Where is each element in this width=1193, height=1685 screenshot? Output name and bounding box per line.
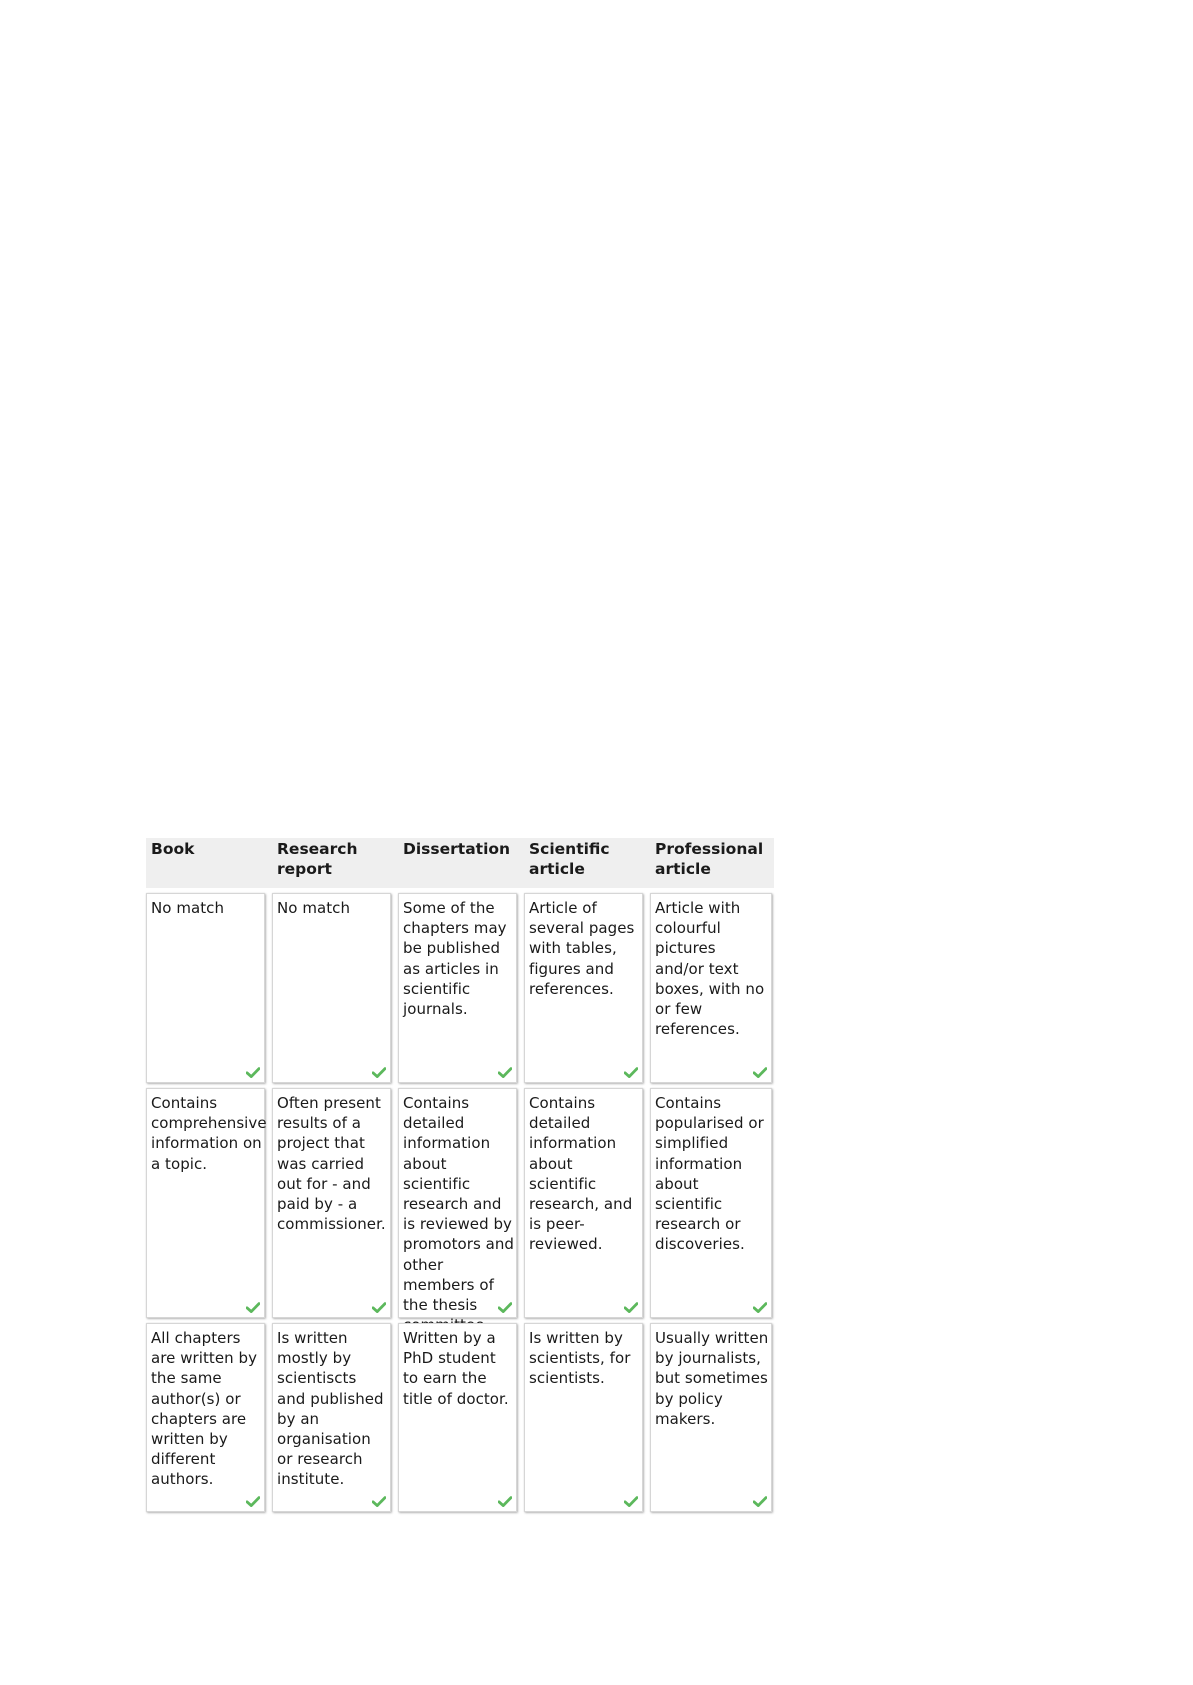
check-icon bbox=[498, 1302, 512, 1313]
table-row bbox=[146, 1323, 774, 1512]
check-icon bbox=[372, 1302, 386, 1313]
check-icon bbox=[624, 1496, 638, 1507]
answer-card[interactable] bbox=[398, 893, 517, 1083]
answer-card[interactable] bbox=[524, 1088, 643, 1318]
column-header-research-report: Research report bbox=[277, 840, 358, 878]
card-text: No match bbox=[151, 899, 225, 917]
card-text: Often present results of a project that was carried out for - and paid by - a commissioner. bbox=[277, 1094, 386, 1234]
answer-card[interactable] bbox=[146, 1323, 265, 1512]
card-text: Written by a PhD student to earn the title of doctor. bbox=[403, 1329, 509, 1408]
card-text: Article with colourful pictures and/or text boxes, with no or few references. bbox=[655, 899, 765, 1039]
card-text: Usually written by journalists, but sometimes by policy makers. bbox=[655, 1329, 769, 1428]
check-icon bbox=[246, 1496, 260, 1507]
table-row bbox=[146, 1088, 774, 1318]
check-icon bbox=[246, 1067, 260, 1078]
card-text: Is written mostly by scientiscts and published by an organisation or research institute. bbox=[277, 1329, 384, 1489]
answer-card[interactable] bbox=[650, 893, 772, 1083]
answer-card[interactable] bbox=[146, 1088, 265, 1318]
column-header-dissertation: Dissertation bbox=[403, 840, 511, 858]
table-row bbox=[146, 893, 774, 1083]
answer-card[interactable] bbox=[272, 1088, 391, 1318]
answer-card[interactable] bbox=[272, 1323, 391, 1512]
column-header-book: Book bbox=[151, 840, 195, 858]
answer-card[interactable] bbox=[650, 1088, 772, 1318]
check-icon bbox=[624, 1302, 638, 1313]
answer-card[interactable] bbox=[650, 1323, 772, 1512]
card-text: Some of the chapters may be published as articles in scientific journals. bbox=[403, 899, 507, 1019]
column-header-scientific-article: Scientific article bbox=[529, 840, 610, 878]
card-text: Contains popularised or simplified information about scientific research or discoveries. bbox=[655, 1094, 764, 1254]
card-text: Contains comprehensive information on a topic. bbox=[151, 1094, 267, 1173]
check-icon bbox=[624, 1067, 638, 1078]
card-text: Article of several pages with tables, figures and references. bbox=[529, 899, 635, 998]
answer-card[interactable] bbox=[524, 893, 643, 1083]
card-text: Contains detailed information about scientific research and is reviewed by promotors and other members of the thesis bbox=[403, 1094, 515, 1315]
card-text: No match bbox=[277, 899, 351, 917]
check-icon bbox=[498, 1496, 512, 1507]
answer-card[interactable] bbox=[398, 1323, 517, 1512]
check-icon bbox=[498, 1067, 512, 1078]
check-icon bbox=[753, 1302, 767, 1313]
answer-card[interactable] bbox=[146, 893, 265, 1083]
answer-card[interactable] bbox=[272, 893, 391, 1083]
answer-card[interactable] bbox=[398, 1088, 517, 1318]
card-text: Contains detailed information about scientific research, and is peer-reviewed. bbox=[529, 1094, 633, 1254]
check-icon bbox=[372, 1496, 386, 1507]
check-icon bbox=[246, 1302, 260, 1313]
column-header-professional-article: Professional article bbox=[655, 840, 764, 878]
check-icon bbox=[753, 1067, 767, 1078]
answer-card[interactable] bbox=[524, 1323, 643, 1512]
matching-table bbox=[146, 838, 774, 1512]
card-text: All chapters are written by the same author(s) or chapters are written by different authors. bbox=[151, 1329, 257, 1489]
card-text: Is written by scientists, for scientists. bbox=[529, 1329, 631, 1388]
table-header bbox=[146, 838, 774, 888]
check-icon bbox=[372, 1067, 386, 1078]
check-icon bbox=[753, 1496, 767, 1507]
